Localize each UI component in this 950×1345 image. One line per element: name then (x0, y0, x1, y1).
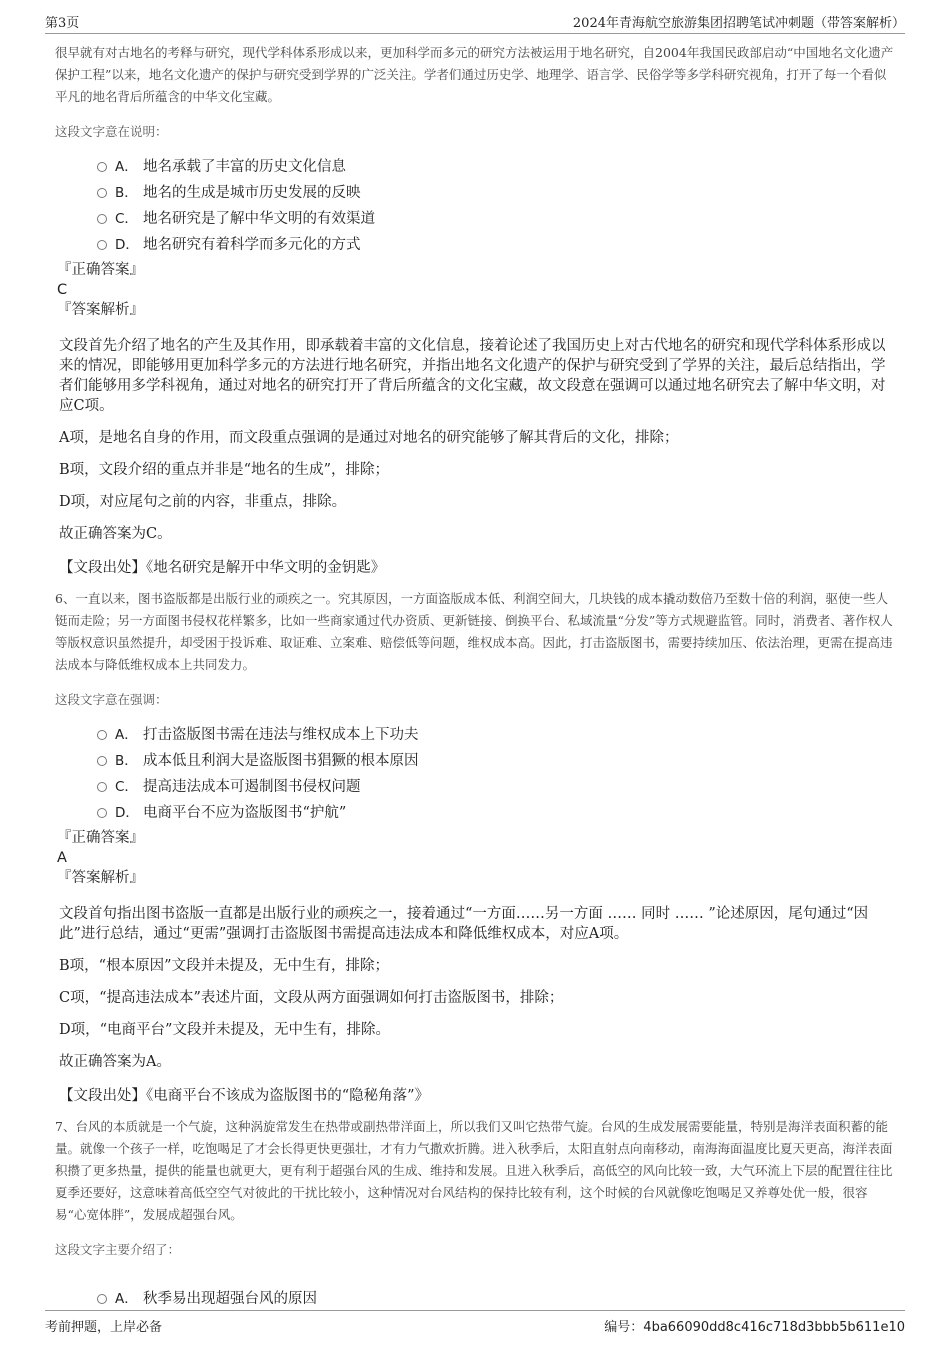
option-letter: A． (115, 1291, 138, 1307)
option-letter: D． (115, 237, 139, 253)
analysis-label: 『答案解析』 (57, 870, 144, 886)
option-text: 秋季易出现超强台风的原因 (143, 1290, 317, 1307)
code-label: 编号： (604, 1320, 644, 1335)
analysis-paragraph: C项，“提高违法成本”表述片面，文段从两方面强调如何打击盗版图书，排除； (59, 990, 564, 1006)
option-list (97, 1284, 895, 1310)
page-footer (45, 1310, 905, 1340)
radio-icon[interactable] (97, 808, 107, 818)
option-c[interactable] (97, 204, 895, 230)
radio-icon[interactable] (97, 756, 107, 766)
option-b[interactable] (97, 746, 895, 772)
option-list (97, 152, 895, 256)
radio-icon[interactable] (97, 730, 107, 740)
analysis-paragraph: D项，“电商平台”文段并未提及，无中生有，排除。 (59, 1022, 390, 1038)
answer-value: C (57, 282, 68, 298)
analysis-paragraph: B项，“根本原因”文段并未提及，无中生有，排除； (59, 958, 389, 974)
option-letter: B． (115, 185, 138, 201)
code-value: 4ba66090dd8c416c718d3bbb5b611e10 (643, 1320, 905, 1335)
analysis-paragraph: 故正确答案为A。 (59, 1054, 171, 1070)
document-body (55, 42, 895, 1310)
analysis-paragraph: 文段首先介绍了地名的产生及其作用，即承载着丰富的文化信息，接着论述了我国历史上对古代地名的研究和现代学科体系形成以来的情况，即能够用更加科学多元的方法进行地名研究，并指出地名文化遗产的保护与研究受到了学界的关注，最后总结指出，学者们能够用多学科视角，通过对地名的研究打开了背后所蕴含的文化宝藏，故文段意在强调可以通过地名研究去了解中华文明，对应C项。 (59, 338, 886, 414)
option-letter: B． (115, 753, 138, 769)
option-letter: C． (115, 779, 138, 795)
analysis-paragraph: B项，文段介绍的重点并非是“地名的生成”，排除； (59, 462, 389, 478)
question-5 (55, 42, 895, 578)
passage-source: 【文段出处】《地名研究是解开中华文明的金钥匙》 (59, 560, 386, 576)
question-prompt: 这段文字意在说明： (55, 124, 168, 139)
radio-icon[interactable] (97, 782, 107, 792)
option-c[interactable] (97, 772, 895, 798)
option-letter: C． (115, 211, 138, 227)
option-text: 地名的生成是城市历史发展的反映 (143, 184, 361, 201)
option-text: 成本低且利润大是盗版图书猖獗的根本原因 (143, 752, 419, 769)
option-text: 地名研究是了解中华文明的有效渠道 (143, 210, 375, 227)
analysis (59, 904, 887, 1072)
page-number: 第3页 (45, 16, 80, 31)
radio-icon[interactable] (97, 162, 107, 172)
document-title: 2024年青海航空旅游集团招聘笔试冲刺题（带答案解析） (572, 16, 905, 31)
option-text: 地名承载了丰富的历史文化信息 (143, 158, 346, 175)
radio-icon[interactable] (97, 188, 107, 198)
analysis-paragraph: 故正确答案为C。 (59, 526, 172, 542)
question-passage: 6、一直以来，图书盗版都是出版行业的顽疾之一。究其原因，一方面盗版成本低、利润空间大，几块钱的成本撬动数倍乃至数十倍的利润，驱使一些人铤而走险；另一方面图书侵权花样繁多，比如一些商家通过代办资质、更新链接、倒换平台、私域流量“分发”等方式规避监管。同时，消费者、著作权人等版权意识虽然提升，却受困于投诉难、取证难、立案难、赔偿低等问题，维权成本高。因此，打击盗版图书，需要持续加压、依法治理，更需在提高违法成本与降低维权成本上共同发力。 (55, 591, 893, 672)
question-6 (55, 588, 895, 1106)
option-b[interactable] (97, 178, 895, 204)
option-text: 打击盗版图书需在违法与维权成本上下功夫 (143, 726, 419, 743)
radio-icon[interactable] (97, 214, 107, 224)
page-header (45, 0, 905, 34)
option-text: 提高违法成本可遏制图书侵权问题 (143, 778, 361, 795)
document-code (604, 1316, 905, 1335)
option-a[interactable] (97, 720, 895, 746)
option-text: 电商平台不应为盗版图书“护航” (143, 804, 347, 821)
radio-icon[interactable] (97, 1294, 107, 1304)
question-prompt: 这段文字主要介绍了： (55, 1242, 181, 1257)
question-passage: 7、台风的本质就是一个气旋，这种涡旋常发生在热带或副热带洋面上，所以我们又叫它热带气旋。台风的生成发展需要能量，特别是海洋表面积蓄的能量。就像一个孩子一样，吃饱喝足了才会长得更快更强壮，才有力气撒欢折腾。进入秋季后，太阳直射点向南移动，南海海面温度比夏天更高，海洋表面积攒了更多热量，提供的能量也就更大，更有利于超强台风的生成、维持和发展。且进入秋季后，高低空的风向比较一致，大气环流上下层的配置往往比夏季还要好，这意味着高低空空气对彼此的干扰比较小，这种情况对台风结构的保持比较有利，这个时候的台风就像吃饱喝足又养尊处优一般，很容易“心宽体胖”，发展成超强台风。 (55, 1119, 893, 1222)
option-d[interactable] (97, 798, 895, 824)
option-list (97, 720, 895, 824)
footer-slogan: 考前押题，上岸必备 (45, 1320, 163, 1335)
option-letter: D． (115, 805, 139, 821)
analysis (59, 336, 887, 544)
option-letter: A． (115, 727, 138, 743)
analysis-label: 『答案解析』 (57, 302, 144, 318)
option-text: 地名研究有着科学而多元化的方式 (143, 236, 361, 253)
option-letter: A． (115, 159, 138, 175)
answer-label: 『正确答案』 (57, 262, 144, 278)
option-a[interactable] (97, 152, 895, 178)
passage-source: 【文段出处】《电商平台不该成为盗版图书的“隐秘角落”》 (59, 1088, 430, 1104)
option-a[interactable] (97, 1284, 895, 1310)
radio-icon[interactable] (97, 240, 107, 250)
analysis-paragraph: A项，是地名自身的作用，而文段重点强调的是通过对地名的研究能够了解其背后的文化，排除； (59, 430, 679, 446)
question-prompt: 这段文字意在强调： (55, 692, 168, 707)
question-7 (55, 1116, 895, 1310)
answer-value: A (57, 850, 67, 866)
question-passage: 很早就有对古地名的考释与研究，现代学科体系形成以来，更加科学而多元的研究方法被运用于地名研究，自2004年我国民政部启动“中国地名文化遗产保护工程”以来，地名文化遗产的保护与研究受到学界的广泛关注。学者们通过历史学、地理学、语言学、民俗学等多学科研究视角，打开了每一个看似平凡的地名背后所蕴含的中华文化宝藏。 (55, 45, 894, 104)
analysis-paragraph: 文段首句指出图书盗版一直都是出版行业的顽疾之一，接着通过“一方面……另一方面 …… 同时 …… ”论述原因，尾句通过“因此”进行总结，通过“更需”强调打击盗版图书需提高违法成本和降低维权成本，对应A项。 (59, 906, 869, 942)
answer-label: 『正确答案』 (57, 830, 144, 846)
analysis-paragraph: D项，对应尾句之前的内容，非重点，排除。 (59, 494, 347, 510)
option-d[interactable] (97, 230, 895, 256)
